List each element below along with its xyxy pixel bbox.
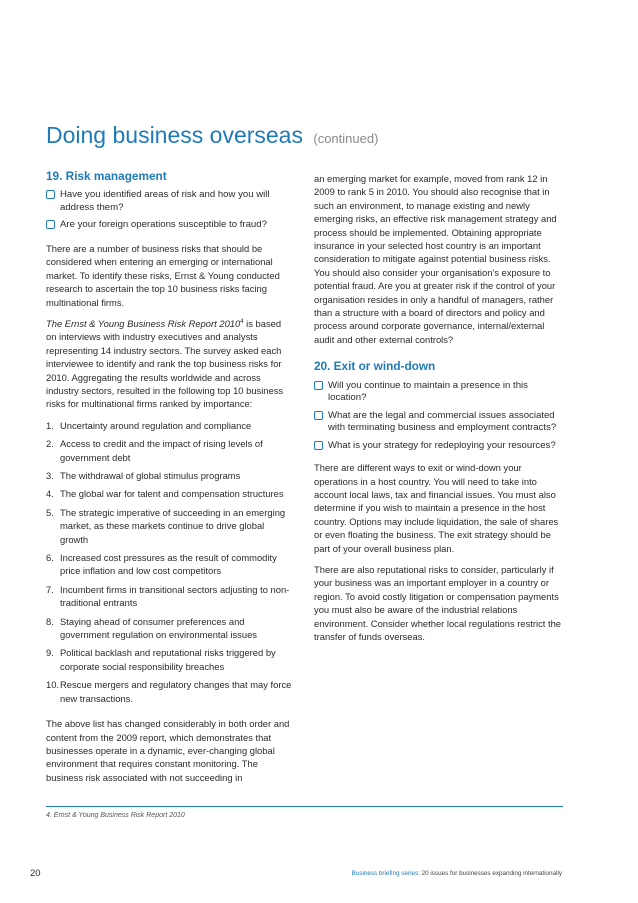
question-text: Are your foreign operations susceptible to fraud? [60,219,267,231]
question-checkbox [314,380,564,405]
checkbox-icon [314,411,323,420]
page-title [46,122,378,149]
question-text: Have you identified areas of risk and how you will address them? [60,189,270,213]
series-title: 20 issues for businesses expanding internationally [419,870,562,877]
paragraph [46,317,292,411]
paragraph: There are a number of business risks that should be considered when entering an emerging or international market. To identify these risks, Ernst & Young conducted research to ascertain the top 10 business risks facing multinational firms. [46,242,280,308]
page-title-continued: (continued) [313,131,379,146]
report-title: The Ernst & Young Business Risk Report 2010 [46,317,241,329]
question-checkbox [314,440,564,453]
checkbox-icon [46,190,55,199]
list-item: 10. Rescue mergers and regulatory changes that may force new transactions. [46,679,292,704]
question-text: What are the legal and commercial issues associated with terminating business and employment contracts? [328,409,557,434]
list-item: 9. Political backlash and reputational risks triggered by corporate social responsibility breaches [46,647,276,672]
paragraph: You should also consider your organisation's exposure to potential fraud. Are you at greater risk if the control of your organisation resides in only a handful of managers, rather than a structure with a board of directors and policy and process around corporate governance, internal/external audit and other external controls? [314,266,556,345]
paragraph-text: is based on interviews with industry executives and analysts representing 14 industry sectors. The survey asked each interviewee to identify and rank the top business risks for 2010. Aggregating the results worldwide and across industry sectors, resulted in the following top 10 business risks for multinational firms ranked by importance: [46,317,284,410]
paragraph: The above list has changed considerably in both order and content from the 2009 report, which demonstrates that businesses operate in a dynamic, ever-changing global environment that requires constant monitoring. The business risk associated with not succeeding in [46,718,290,783]
footnote-divider [46,806,563,807]
section-19-heading: 19. Risk management [46,169,167,183]
series-name: Business briefing series: [351,870,420,877]
list-item: 8. Staying ahead of consumer preferences and government regulation on environmental issues [46,615,257,641]
checkbox-icon [46,220,55,229]
paragraph: an emerging market for example, moved from rank 12 in 2009 to rank 5 in 2010. You should also recognise that in such an environment, to manage existing and newly emerging risks, an effective risk management strategy and process should be implemented. Obtaining appropriate insurance in your selected host country is an important consideration to mitigate against potential business risks. [314,173,557,265]
footnote: 4. Ernst & Young Business Risk Report 2010 [46,812,185,819]
list-item: 6. Increased cost pressures as the result of commodity price inflation and low cost competitors [46,552,277,577]
list-item: 7. Incumbent firms in transitional sectors adjusting to non-traditional entrants [46,583,290,609]
left-column [46,170,292,792]
page-title-main: Doing business overseas [46,122,303,148]
list-item: 4. The global war for talent and compensation structures [46,488,284,500]
list-item: 5. The strategic imperative of succeeding in an emerging market, as these markets continue to drive global growth [46,506,286,545]
footnote-ref: 4 [240,318,244,325]
checkbox-icon [314,441,323,450]
right-column [314,172,564,651]
risk-list [46,419,292,705]
list-item: 3. The withdrawal of global stimulus programs [46,470,241,481]
checkbox-icon [314,381,323,390]
paragraph: There are also reputational risks to consider, particularly if your business was an important employer in a country or region. To avoid costly litigation or compensation payments you must also be aware of the industrial relations environment. Consider whether local regulations restrict the transfer of funds overseas. [314,564,561,643]
question-checkbox [46,189,292,214]
question-text: What is your strategy for redeploying your resources? [328,439,556,451]
list-item: 1. Uncertainty around regulation and compliance [46,419,252,431]
running-footer [352,870,562,877]
page-number: 20 [30,868,41,879]
question-text: Will you continue to maintain a presence in this location? [328,379,528,404]
question-checkbox [46,219,292,232]
question-checkbox [314,410,564,435]
paragraph: There are different ways to exit or wind-down your operations in a host country. You will need to take into account local laws, tax and financial issues. You must also determine if you wish to maintain a presence in the host country. Options may include liquidation, the sale of shares or even floating the business. The exit strategy should be part of your overall business plan. [314,462,559,554]
section-20-heading: 20. Exit or wind-down [314,359,436,374]
list-item: 2. Access to credit and the impact of rising levels of government debt [46,438,263,463]
